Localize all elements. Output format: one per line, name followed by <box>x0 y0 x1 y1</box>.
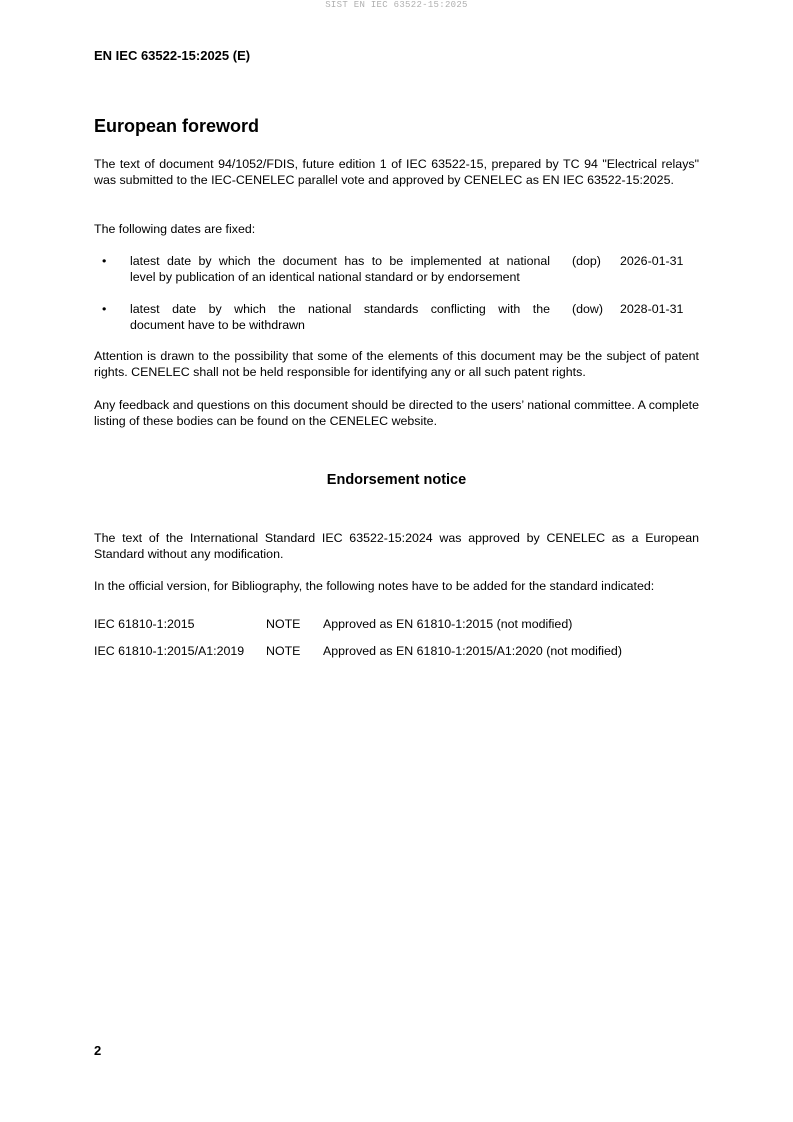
note-label: NOTE <box>266 617 301 631</box>
date-item-description <box>130 254 550 285</box>
endorsement-paragraph-2: In the official version, for Bibliography, the following notes have to be added for the standard indicated: <box>94 579 655 593</box>
page-number: 2 <box>94 1043 102 1058</box>
date-item-line-1: latest date by which the national standards conflicting with the <box>130 302 550 316</box>
foreword-paragraph-patent: Attention is drawn to the possibility that some of the elements of this document may be the subject of patent rights. CENELEC shall not be held responsible for identifying any or all such patent rights. <box>94 349 699 379</box>
note-text: Approved as EN 61810-1:2015 (not modified) <box>323 617 573 631</box>
foreword-heading: European foreword <box>94 116 260 136</box>
endorsement-heading: Endorsement notice <box>326 472 467 488</box>
date-item-date: 2026-01-31 <box>620 254 684 268</box>
bullet-icon: • <box>102 254 107 268</box>
note-standard-ref: IEC 61810-1:2015/A1:2019 <box>94 644 245 658</box>
foreword-paragraph-feedback: Any feedback and questions on this document should be directed to the users’ national committee. A complete listing of these bodies can be found on the CENELEC website. <box>94 398 699 428</box>
date-item-abbreviation: (dow) <box>572 302 603 316</box>
document-id: EN IEC 63522-15:2025 (E) <box>94 48 251 63</box>
date-item-date: 2028-01-31 <box>620 302 684 316</box>
date-item-line-2: level by publication of an identical national standard or by endorsement <box>130 269 520 284</box>
endorsement-paragraph-1: The text of the International Standard IEC 63522-15:2024 was approved by CENELEC as a European Standard without any modification. <box>94 531 699 561</box>
note-standard-ref: IEC 61810-1:2015 <box>94 617 195 631</box>
date-item-abbreviation: (dop) <box>572 254 601 268</box>
date-item-line-1: latest date by which the document has to be implemented at national <box>130 254 550 268</box>
bullet-icon: • <box>102 302 107 316</box>
date-item-description <box>130 302 550 333</box>
watermark-text: SIST EN IEC 63522-15:2025 <box>325 0 468 10</box>
foreword-paragraph-1: The text of document 94/1052/FDIS, future edition 1 of IEC 63522-15, prepared by TC 94 "Electrical relays" was submitted to the IEC-CENELEC parallel vote and approved by CENELEC as EN IEC 63522-15:2025. <box>94 157 699 187</box>
foreword-paragraph-2: The following dates are fixed: <box>94 222 256 236</box>
date-item-line-2: document have to be withdrawn <box>130 317 305 332</box>
note-text: Approved as EN 61810-1:2015/A1:2020 (not modified) <box>323 644 622 658</box>
note-label: NOTE <box>266 644 301 658</box>
